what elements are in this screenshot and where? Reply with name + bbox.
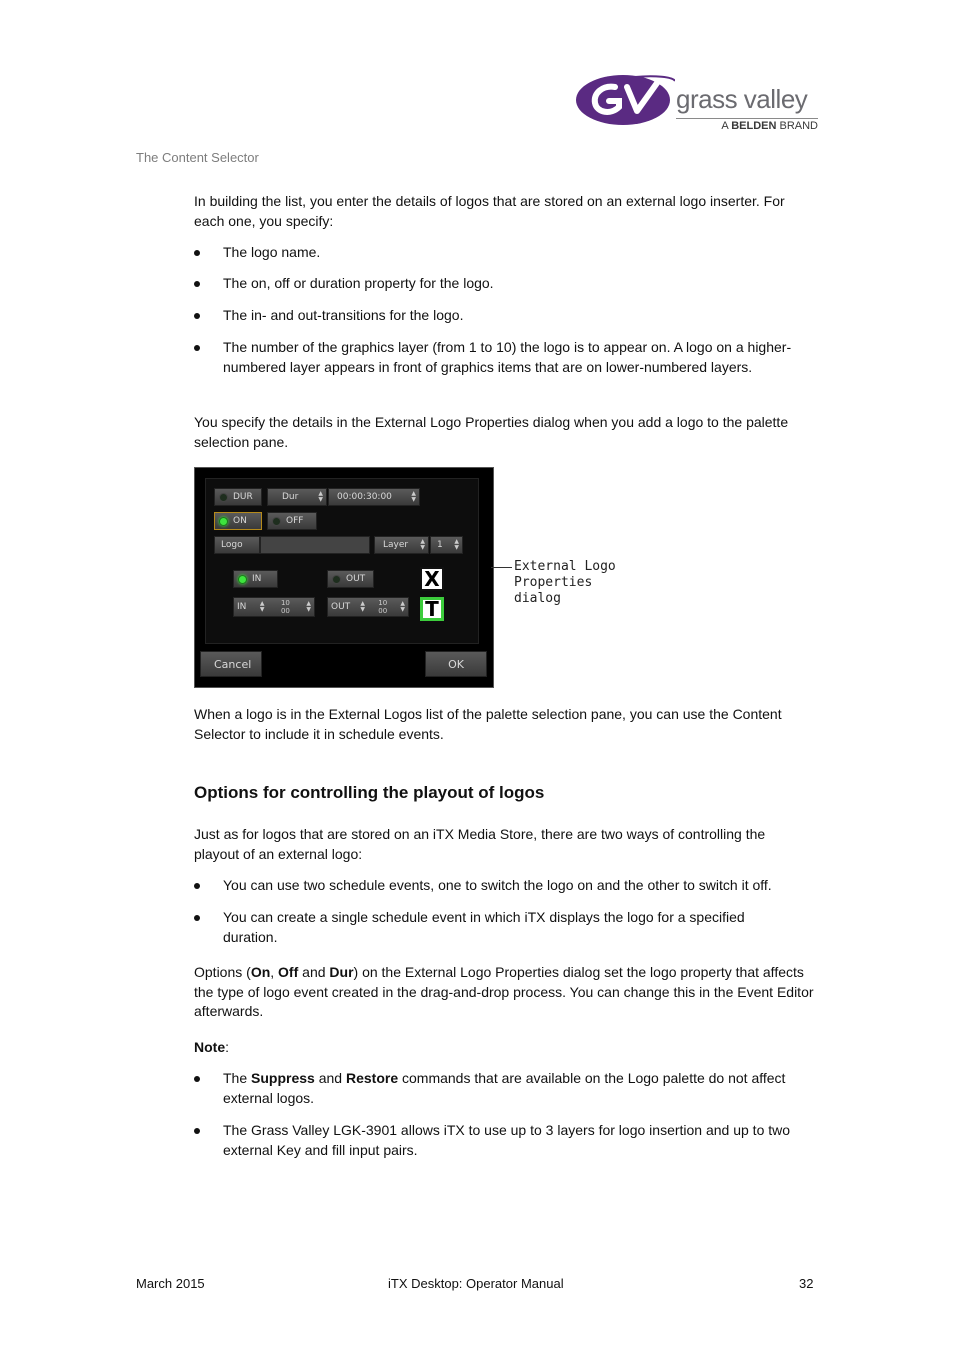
out-transition-field[interactable]: OUT ▲ ▼ 10 00 ▲ ▼: [327, 597, 409, 617]
intro-bullet-list: [194, 243, 814, 263]
bullet-icon: [194, 250, 200, 256]
list-item: The on, off or duration property for the logo.: [194, 274, 814, 294]
footer-date: March 2015: [136, 1276, 205, 1291]
note-label: Note:: [194, 1039, 230, 1055]
logo-name-input[interactable]: [260, 536, 370, 554]
list-item: The Grass Valley LGK-3901 allows iTX to use up to 3 layers for logo insertion and up to two external Key and fill input pairs.: [194, 1121, 814, 1160]
ok-button[interactable]: OK: [425, 651, 487, 677]
brand-subtitle: A BELDEN BRAND: [721, 120, 818, 132]
out-rate-value: 10 00: [378, 599, 388, 615]
duration-field[interactable]: 00:00:30:00 ▲ ▼: [328, 488, 420, 506]
in-rate-value: 10 00: [280, 599, 290, 615]
intro-bullet-list: [194, 274, 814, 294]
list-item: The number of the graphics layer (from 1 to 10) the logo is to appear on. A logo on a higher-numbered layer appears in front of graphics items that are on lower-numbered layers.: [194, 338, 794, 377]
spinner-icon: ▲ ▼: [411, 490, 416, 503]
in-transition-field[interactable]: IN ▲ ▼ 10 00 ▲ ▼: [233, 597, 315, 617]
list-item: You can use two schedule events, one to switch the logo on and the other to switch it off.: [194, 876, 814, 896]
dialog-callout: External Logo Properties dialog: [514, 559, 616, 606]
intro-paragraph: In building the list, you enter the details of logos that are stored on an external logo inserter. For each one, you specify:: [194, 193, 785, 229]
led-on-icon: [238, 575, 247, 584]
note-bullet-list: [194, 1069, 794, 1108]
spinner-icon: ▲ ▼: [318, 490, 323, 503]
dur-mode-select[interactable]: Dur ▲ ▼: [267, 488, 327, 506]
after-dialog-paragraph: When a logo is in the External Logos list of the palette selection pane, you can use the Content Selector to include it in schedule events.: [194, 706, 782, 742]
intro-bullet-list: [194, 306, 814, 326]
bullet-icon: [194, 281, 200, 287]
dialog-content-area: [205, 478, 479, 644]
playout-bullet-list: [194, 876, 814, 896]
brand-name: grass valley: [676, 84, 808, 114]
bullet-icon: [194, 1076, 200, 1082]
external-logo-properties-dialog: [194, 467, 494, 688]
bullet-icon: [194, 1128, 200, 1134]
list-item: The logo name.: [194, 243, 814, 263]
dialog-intro-paragraph: You specify the details in the External Logo Properties dialog when you add a logo to the palette selection pane.: [194, 414, 789, 450]
bullet-icon: [194, 915, 200, 921]
logo-label: Logo: [214, 536, 260, 554]
grass-valley-logo-icon: [575, 73, 675, 127]
text-t-icon[interactable]: T: [420, 597, 444, 621]
callout-line: [491, 567, 512, 568]
bullet-icon: [194, 313, 200, 319]
led-icon: [332, 575, 341, 584]
section-heading: Options for controlling the playout of logos: [194, 783, 545, 802]
on-toggle[interactable]: ON: [214, 512, 262, 530]
spinner-icon: ▲ ▼: [306, 600, 311, 613]
spinner-icon: ▲ ▼: [259, 600, 265, 613]
in-toggle[interactable]: IN: [233, 570, 278, 588]
led-icon: [219, 493, 228, 502]
dur-toggle[interactable]: DUR: [214, 488, 262, 506]
footer-title: iTX Desktop: Operator Manual: [388, 1276, 564, 1291]
list-item: The in- and out-transitions for the logo.: [194, 306, 814, 326]
playout-bullet-list: [194, 908, 794, 947]
layer-label: Layer ▲ ▼: [374, 536, 429, 554]
page-number: 32: [799, 1276, 814, 1291]
led-icon: [272, 517, 281, 526]
out-toggle[interactable]: OUT: [327, 570, 374, 588]
bullet-icon: [194, 345, 200, 351]
brand-divider: [676, 118, 818, 119]
layer-stepper[interactable]: 1 ▲ ▼: [430, 536, 463, 554]
spinner-icon: ▲ ▼: [454, 538, 459, 551]
spinner-icon: ▲ ▼: [420, 538, 425, 551]
section-header: The Content Selector: [136, 150, 259, 165]
note-bullet-list: [194, 1121, 814, 1160]
spinner-icon: ▲ ▼: [360, 600, 366, 613]
playout-intro-paragraph: Just as for logos that are stored on an iTX Media Store, there are two ways of controlling the playout of an external logo:: [194, 826, 766, 862]
spinner-icon: ▲ ▼: [400, 600, 405, 613]
intro-bullet-list: [194, 338, 794, 377]
bullet-icon: [194, 883, 200, 889]
list-item: You can create a single schedule event in which iTX displays the logo for a specified duration.: [194, 908, 794, 947]
close-x-icon[interactable]: X: [420, 567, 444, 591]
list-item: The Suppress and Restore commands that are available on the Logo palette do not affect external logos.: [194, 1069, 794, 1108]
off-toggle[interactable]: OFF: [267, 512, 317, 530]
cancel-button[interactable]: Cancel: [200, 651, 262, 677]
options-paragraph: Options (On, Off and Dur) on the External Logo Properties dialog set the logo property that affects the type of logo event created in the drag-and-drop process. You can change this in the Event Editor afterwards.: [194, 964, 814, 1019]
led-on-icon: [219, 517, 228, 526]
